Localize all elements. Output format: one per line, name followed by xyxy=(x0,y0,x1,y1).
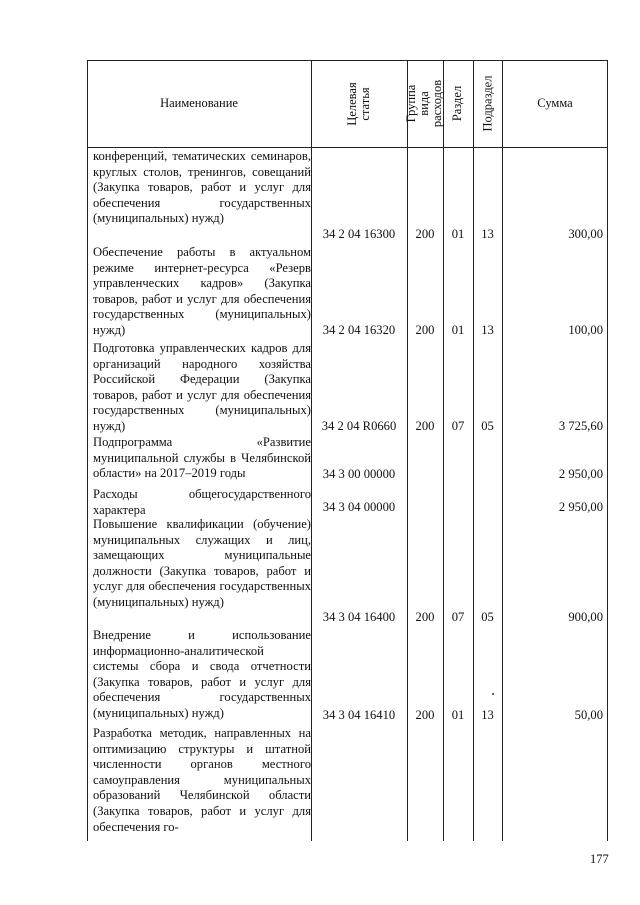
row-group: 200 xyxy=(415,708,435,722)
row-sum: 300,00 xyxy=(568,227,603,241)
row-subsection: 05 xyxy=(481,610,494,624)
row-target-code: 34 3 00 00000 xyxy=(322,467,396,481)
header-divider xyxy=(87,147,608,148)
page-number: 177 xyxy=(590,852,609,866)
row-group: 200 xyxy=(415,227,435,241)
col-sep-2 xyxy=(407,60,408,841)
header-group-label: Группа вида расходов xyxy=(404,79,445,128)
row-target-code: 34 2 04 16300 xyxy=(322,227,396,241)
row-section: 01 xyxy=(451,323,465,337)
row-target-code: 34 2 04 16320 xyxy=(322,323,396,337)
row-group: 200 xyxy=(415,323,435,337)
row-description: конференций, тематических семинаров, круглых столов, тренингов, совещаний (Закупка товаров, работ и услуг для обеспечения государственных (муниципальных) нужд) xyxy=(93,149,311,226)
col-sep-4 xyxy=(473,60,474,841)
row-target-code: 34 2 04 R0660 xyxy=(321,419,397,433)
header-section-label: Раздел xyxy=(450,85,465,122)
table-border-right xyxy=(607,60,608,841)
row-target-code: 34 3 04 16400 xyxy=(322,610,396,624)
row-description: Подпрограмма «Развитие муниципальной службы в Челябинской области» на 2017–2019 годы xyxy=(93,435,311,481)
row-subsection: 13 xyxy=(481,227,494,241)
row-section: 07 xyxy=(451,419,465,433)
row-sum: 2 950,00 xyxy=(558,500,603,514)
header-group xyxy=(404,60,445,147)
row-sum: 3 725,60 xyxy=(558,419,603,433)
col-sep-5 xyxy=(502,60,503,841)
row-description: Подготовка управленческих кадров для организаций народного хозяйства Российской Федерации (Закупка товаров, работ и услуг для обеспечения государственных (муниципальных) нужд) xyxy=(93,341,311,433)
row-sum: 2 950,00 xyxy=(558,467,603,481)
table-border-left xyxy=(87,60,88,841)
row-subsection: 05 xyxy=(481,419,494,433)
row-description: Обеспечение работы в актуальном режиме интернет-ресурса «Резерв управленческих кадров» (Закупка товаров, работ и услуг для обеспечения государственных (муниципальных) нужд) xyxy=(93,245,311,337)
header-target-label: Целевая статья xyxy=(345,81,372,126)
row-target-code: 34 3 04 16410 xyxy=(322,708,396,722)
row-sum: 900,00 xyxy=(568,610,603,624)
row-description: Повышение квалификации (обучение) муниципальных служащих и лиц, замещающих муниципальные должности (Закупка товаров, работ и услуг для обеспечения государственных (муниципальных) нужд) xyxy=(93,517,311,609)
row-section: 01 xyxy=(451,708,465,722)
col-sep-3 xyxy=(443,60,444,841)
header-section xyxy=(443,60,473,147)
row-subsection: 13 xyxy=(481,323,494,337)
budget-table xyxy=(87,60,608,841)
row-section: 07 xyxy=(451,610,465,624)
header-name: Наименование xyxy=(160,96,238,110)
row-subsection: 13 xyxy=(481,708,494,722)
col-sep-1 xyxy=(311,60,312,841)
header-target xyxy=(311,60,407,147)
row-sum: 50,00 xyxy=(574,708,603,722)
row-description: Разработка методик, направленных на оптимизацию структуры и штатной численности органов местного самоуправления муниципальных образований Челябинской области (Закупка товаров, работ и услуг для обеспечения го- xyxy=(93,726,311,834)
row-sum: 100,00 xyxy=(568,323,603,337)
stray-mark xyxy=(492,693,494,695)
row-group: 200 xyxy=(415,610,435,624)
row-description: Внедрение и использование информационно-аналитической системы сбора и свода отчетности (Закупка товаров, работ и услуг для обеспечения государственных (муниципальных) нужд) xyxy=(93,628,311,720)
header-sum: Сумма xyxy=(537,96,573,110)
row-description: Расходы общегосударственного характера xyxy=(93,487,311,517)
row-section: 01 xyxy=(451,227,465,241)
row-group: 200 xyxy=(415,419,435,433)
row-target-code: 34 3 04 00000 xyxy=(322,500,396,514)
header-subsection-label: Подраздел xyxy=(480,75,494,132)
header-subsection xyxy=(473,60,502,147)
